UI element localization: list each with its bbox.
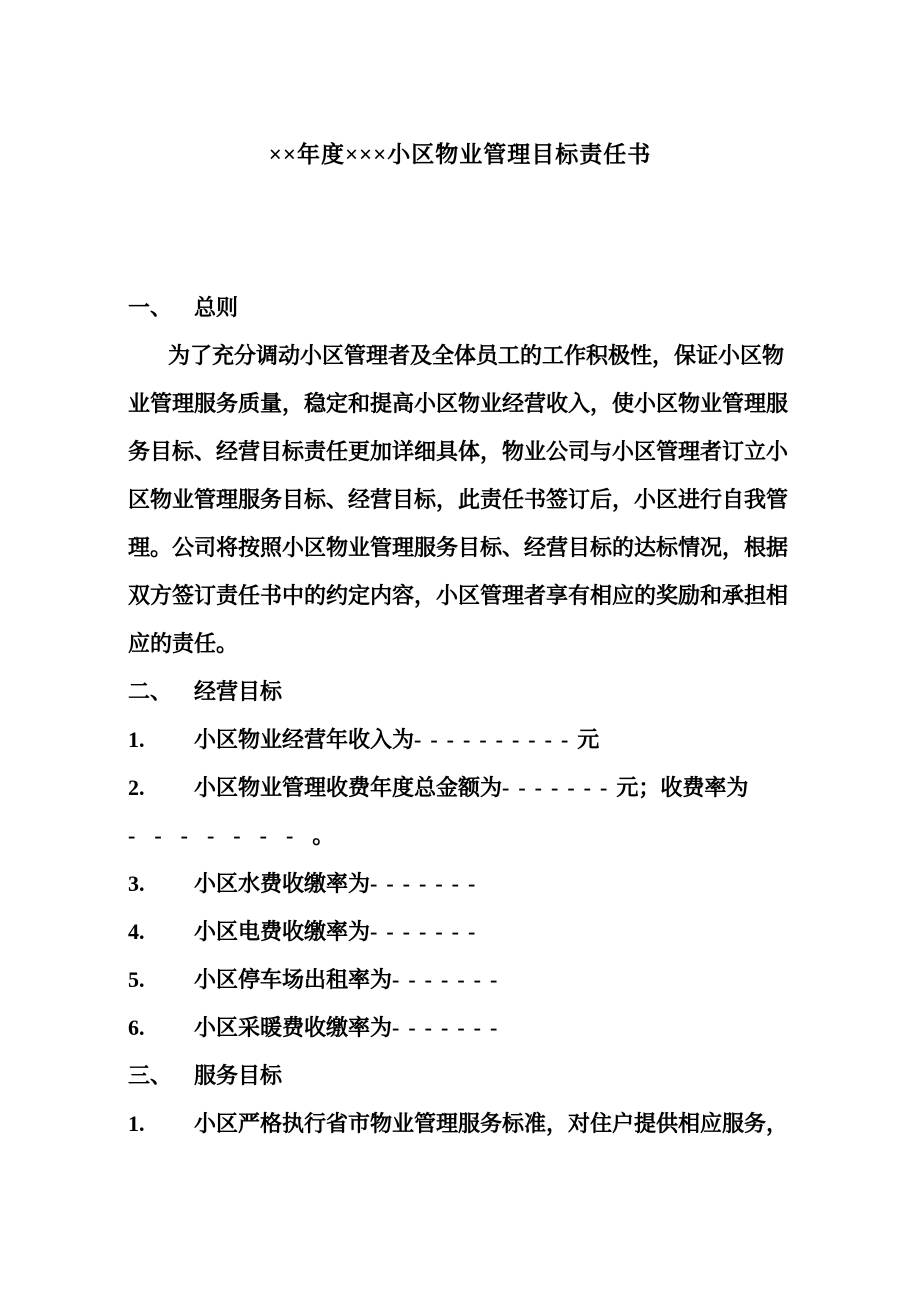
section-general-number: 一、 [128,295,173,320]
list-item-1-number: 1. [128,727,145,752]
section-operating-heading [128,668,798,716]
fill-in-blank: ------- [502,775,617,800]
section-general-heading [128,284,798,332]
fill-in-blank: ------- [392,967,507,992]
list-item-3-text: 小区水费收缴率为 [194,871,371,896]
list-item-4-number: 4. [128,919,145,944]
list-item-3-number: 3. [128,871,145,896]
fill-in-blank: ------- [128,823,313,848]
list-item-2-continuation-end: 。 [312,823,335,848]
list-item-6 [128,1004,798,1052]
paragraph-line-5: 理。公司将按照小区物业管理服务目标、经营目标的达标情况，根据 [128,535,789,560]
list-item-1-text: 小区物业经营年收入为 [194,727,415,752]
fill-in-blank: ---------- [414,727,578,752]
paragraph-line-4: 区物业管理服务目标、经营目标，此责任书签订后，小区进行自我管 [128,487,789,512]
section-service-title: 服务目标 [194,1063,283,1088]
list-item-4 [128,908,798,956]
list-item-6-text: 小区采暖费收缴率为 [194,1015,393,1040]
document-title: ××年度×××小区物业管理目标责任书 [268,142,652,167]
fill-in-blank: ------- [370,919,485,944]
service-item-1-number: 1. [128,1111,145,1136]
paragraph-line-1: 为了充分调动小区管理者及全体员工的工作积极性，保证小区物 [168,343,785,368]
paragraph-line-6: 双方签订责任书中的约定内容，小区管理者享有相应的奖励和承担相 [128,583,789,608]
list-item-5 [128,956,798,1004]
fill-in-blank: ------- [392,1015,507,1040]
list-item-2-continuation [128,812,798,860]
list-item-1-unit: 元 [577,727,600,752]
section-general-title: 总则 [194,295,239,320]
service-item-1 [128,1100,798,1148]
section-service-number: 三、 [128,1063,173,1088]
list-item-5-text: 小区停车场出租率为 [194,967,393,992]
section-operating-title: 经营目标 [194,679,283,704]
service-item-1-text: 小区严格执行省市物业管理服务标准，对住户提供相应服务， [194,1111,789,1136]
list-item-2-text: 小区物业管理收费年度总金额为 [194,775,503,800]
paragraph-line-2: 业管理服务质量，稳定和提高小区物业经营收入，使小区物业管理服 [128,391,789,416]
list-item-1 [128,716,798,764]
list-item-4-text: 小区电费收缴率为 [194,919,371,944]
paragraph-line-7: 应的责任。 [128,631,239,656]
document-body [128,284,798,1148]
list-item-2-unit: 元；收费率为 [616,775,749,800]
list-item-3 [128,860,798,908]
list-item-6-number: 6. [128,1015,145,1040]
fill-in-blank: ------- [370,871,485,896]
list-item-2 [128,764,798,812]
paragraph-line-3: 务目标、经营目标责任更加详细具体，物业公司与小区管理者订立小 [128,439,789,464]
list-item-2-number: 2. [128,775,145,800]
section-service-heading [128,1052,798,1100]
section-operating-number: 二、 [128,679,173,704]
list-item-5-number: 5. [128,967,145,992]
